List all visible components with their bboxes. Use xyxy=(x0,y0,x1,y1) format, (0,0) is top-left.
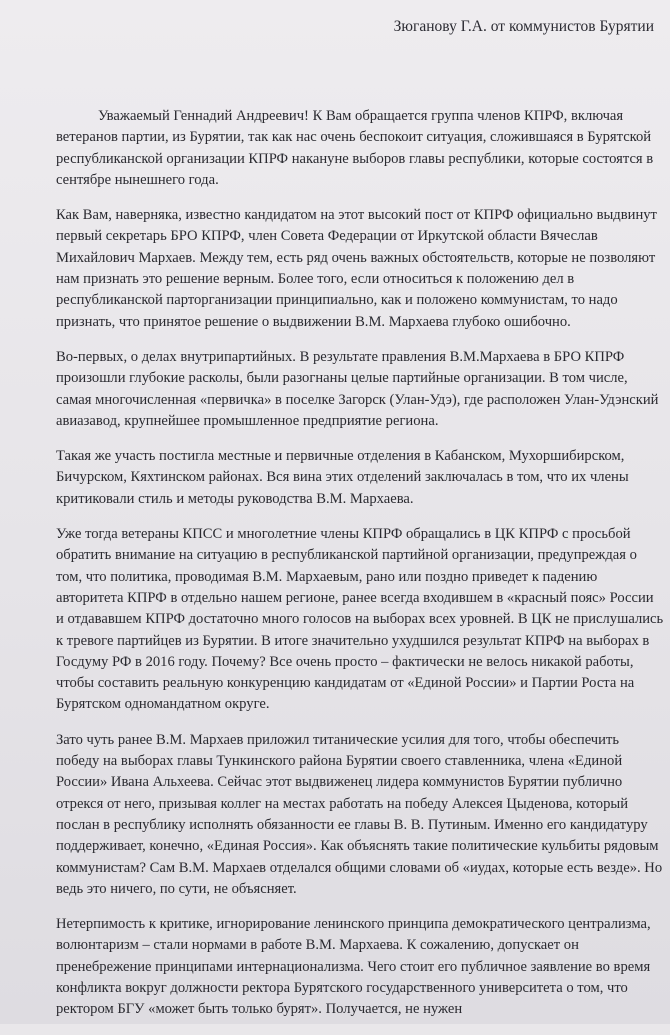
paragraph-veterans-appeal: Уже тогда ветераны КПСС и многолетние члены КПРФ обращались в ЦК КПРФ с просьбой обратить внимание на ситуацию в республиканской партийной организации, предупреждая о том, что политика, проводимая В.М. Мархаевым, рано или поздно приведет к падению авторитета КПРФ в отдельно нашем регионе, ранее всегда входившем в «красный пояс» России и отдававшем КПРФ достаточно много голосов на выборах всех уровней. В ЦК не прислушались к тревоге партийцев из Бурятии. В итоге значительно ухудшился результат КПРФ на выборах в Госдуму РФ в 2016 году. Почему? Все очень просто – фактически не велось никакой работы, чтобы составить реальную конкуренцию кандидатам от «Единой России» и Партии Роста на Бурятском одномандатном округе. xyxy=(56,526,664,713)
paragraph-districts: Такая же участь постигла местные и первичные отделения в Кабанском, Мухоршибирском, Бичурском, Кяхтинском районах. Вся вина этих отделений заключалась в том, что их члены критиковали стиль и методы руководства В.М. Мархаева. xyxy=(56,448,629,507)
paragraph-intolerance: Нетерпимость к критике, игнорирование ленинского принципа демократического централизма, волюнтаризм – стали нормами в работе В.М. Мархаева. К сожалению, допускает он пренебрежение принципами интернационализма. Чего стоит его публичное заявление во время конфликта вокруг должности ректора Бурятского государственного университета о том, что ректором БГУ «может быть только бурят». Получается, не нужен xyxy=(56,916,651,1018)
paragraph-candidate: Как Вам, наверняка, известно кандидатом на этот высокий пост от КПРФ официально выдвинут первый секретарь БРО КПРФ, член Совета Федерации от Иркутской области Вячеслав Михайлович Мархаев. Между тем, есть ряд очень важных обстоятельств, которые не позволяют нам признать это решение верным. Более того, если относиться к положению дел в республиканской парторганизации принципиально, как и положено коммунистам, то надо признать, что принятое решение о выдвижении В.М. Мархаева глубоко ошибочно. xyxy=(56,207,657,330)
paragraph-tunka-elections: Зато чуть ранее В.М. Мархаев приложил титанические усилия для того, чтобы обеспечить победу на выборах главы Тункинского района Бурятии своего ставленника, члена «Единой России» Ивана Альхеева. Сейчас этот выдвиженец лидера коммунистов Бурятии публично отрекся от него, призывая коллег на местах работать на победу Алексея Цыденова, который послан в республику исполнять обязанности ее главы В. В. Путиным. Именно его кандидатуру поддерживает, конечно, «Единая Россия». Как объяснять такие политические кульбиты рядовым коммунистам? Сам В.М. Мархаев отделался общими словами об «иудах, которые есть везде». Но ведь это ничего, по сути, не объясняет. xyxy=(56,731,663,897)
paragraph-greeting: Уважаемый Геннадий Андреевич! К Вам обращается группа членов КПРФ, включая ветеранов партии, из Бурятии, так как нас очень беспокоит ситуация, сложившаяся в Бурятской республиканской организации КПРФ накануне выборов главы республики, которые состоятся в сентябре нынешнего года. xyxy=(56,108,654,188)
letter-body xyxy=(56,106,664,1035)
paragraph-internal-affairs: Во-первых, о делах внутрипартийных. В результате правления В.М.Мархаева в БРО КПРФ произошли глубокие расколы, были разогнаны целые партийные организации. В том числе, самая многочисленная «первичка» в поселке Загорск (Улан-Удэ), где расположен Улан-Удэнский авиазавод, крупнейшее промышленное предприятие региона. xyxy=(56,348,659,429)
addressee-header: Зюганову Г.А. от коммунистов Бурятии xyxy=(393,18,654,35)
